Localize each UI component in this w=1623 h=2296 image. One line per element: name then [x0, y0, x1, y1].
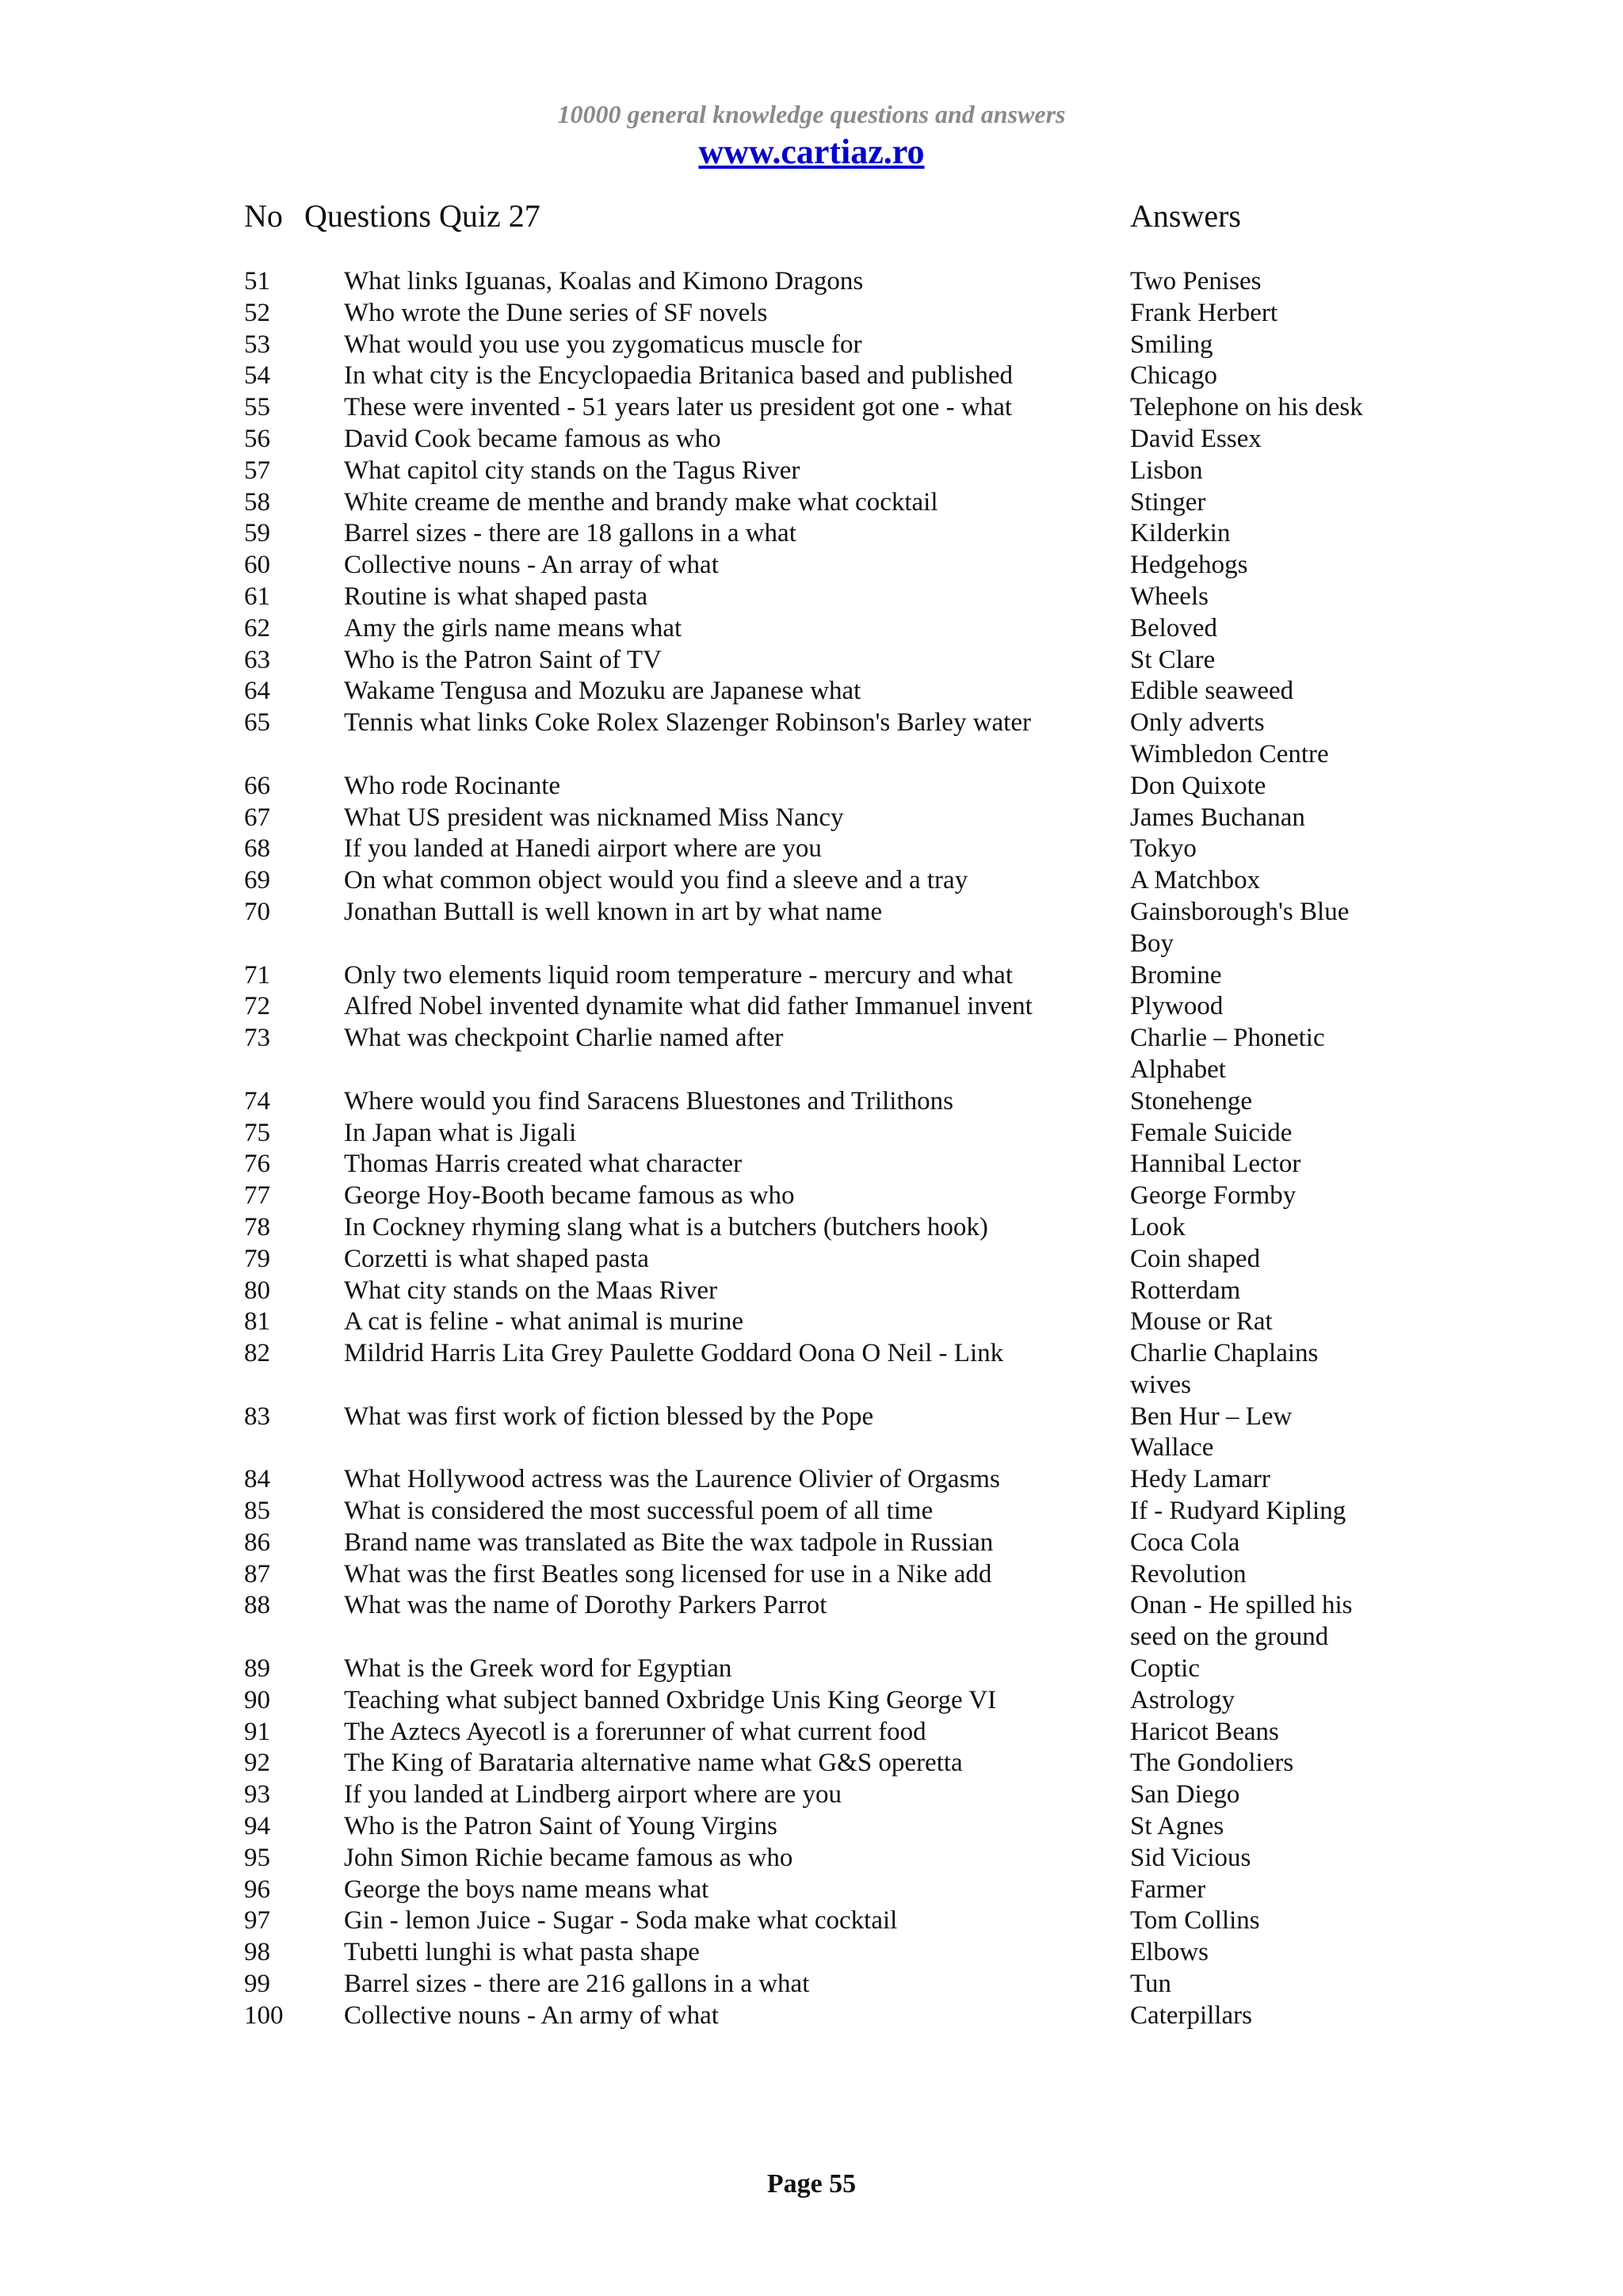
question-number: 83	[244, 1402, 270, 1431]
answer-line: Don Quixote	[1130, 771, 1266, 800]
column-header-answers: Answers	[1130, 198, 1241, 234]
answer-text	[1130, 550, 1392, 582]
answer-line: Look	[1130, 1212, 1186, 1241]
answer-text	[1130, 1149, 1392, 1180]
table-row	[0, 1212, 1623, 1244]
question-number: 91	[244, 1717, 270, 1746]
answer-text	[1130, 1527, 1392, 1559]
answer-text	[1130, 1717, 1392, 1749]
question-text: David Cook became famous as who	[344, 424, 721, 453]
answer-line: David Essex	[1130, 424, 1262, 453]
table-row	[0, 1527, 1623, 1559]
question-text: In Japan what is Jigali	[344, 1118, 577, 1147]
answer-line: Tun	[1130, 1970, 1171, 1999]
question-text: Only two elements liquid room temperature - mercury and what	[344, 960, 1013, 990]
question-number: 87	[244, 1559, 270, 1589]
question-text: Alfred Nobel invented dynamite what did father Immanuel invent	[344, 992, 1033, 1021]
question-number: 99	[244, 1970, 270, 1999]
question-text: Routine is what shaped pasta	[344, 582, 648, 611]
table-row	[0, 991, 1623, 1023]
question-text: What was first work of fiction blessed by the Pope	[344, 1402, 874, 1431]
answer-text	[1130, 518, 1392, 550]
table-row	[0, 1779, 1623, 1811]
question-text: Who is the Patron Saint of Young Virgins	[344, 1812, 777, 1841]
table-row	[0, 1118, 1623, 1150]
question-number: 64	[244, 677, 270, 706]
answer-text	[1130, 1306, 1392, 1338]
question-number: 74	[244, 1086, 270, 1116]
answer-line: Female Suicide	[1130, 1118, 1293, 1147]
quiz-table	[0, 266, 1623, 2032]
question-number: 94	[244, 1812, 270, 1841]
question-number: 84	[244, 1465, 270, 1494]
answer-line: Hedgehogs	[1130, 551, 1248, 580]
table-row	[0, 1590, 1623, 1653]
answer-text	[1130, 771, 1392, 803]
question-text: What Hollywood actress was the Laurence Olivier of Orgasms	[344, 1465, 1000, 1494]
answer-line: Wimbledon Centre	[1130, 739, 1329, 769]
answer-text	[1130, 1496, 1392, 1527]
table-row	[0, 1086, 1623, 1118]
question-text: Who wrote the Dune series of SF novels	[344, 298, 768, 327]
table-row	[0, 645, 1623, 677]
table-row	[0, 1496, 1623, 1527]
question-number: 68	[244, 834, 270, 864]
table-row	[0, 1843, 1623, 1875]
question-text: The King of Barataria alternative name what G&S operetta	[344, 1749, 963, 1778]
answer-line: Coca Cola	[1130, 1527, 1240, 1557]
answer-text	[1130, 1590, 1392, 1653]
question-text: Mildrid Harris Lita Grey Paulette Goddard Oona O Neil - Link	[344, 1339, 1004, 1368]
answer-text	[1130, 266, 1392, 298]
answer-text	[1130, 1653, 1392, 1685]
answer-text	[1130, 1748, 1392, 1779]
question-text: What is considered the most successful poem of all time	[344, 1497, 934, 1526]
table-row	[0, 1306, 1623, 1338]
header-website-link[interactable]: www.cartiaz.ro	[698, 132, 925, 171]
table-row	[0, 487, 1623, 519]
answer-line: Chicago	[1130, 361, 1217, 391]
answer-text	[1130, 1875, 1392, 1906]
page-number: Page 55	[766, 2169, 857, 2199]
question-number: 80	[244, 1276, 270, 1305]
answer-line: Tom Collins	[1130, 1906, 1260, 1936]
answer-text	[1130, 2000, 1392, 2032]
table-row	[0, 1338, 1623, 1402]
question-text: Barrel sizes - there are 18 gallons in a what	[344, 519, 796, 548]
question-number: 92	[244, 1749, 270, 1778]
table-row	[0, 1276, 1623, 1307]
question-number: 55	[244, 393, 270, 422]
answer-text	[1130, 1464, 1392, 1496]
question-text: What would you use you zygomaticus muscle for	[344, 330, 862, 359]
question-number: 60	[244, 551, 270, 580]
table-row	[0, 707, 1623, 771]
answer-text	[1130, 1969, 1392, 2000]
question-text: What capitol city stands on the Tagus River	[344, 456, 800, 485]
answer-text	[1130, 897, 1392, 960]
answer-line: Telephone on his desk	[1130, 393, 1363, 422]
answer-line: Stonehenge	[1130, 1086, 1252, 1116]
question-text: What is the Greek word for Egyptian	[344, 1654, 732, 1684]
question-text: Collective nouns - An array of what	[344, 551, 719, 580]
answer-text	[1130, 991, 1392, 1023]
question-number: 93	[244, 1780, 270, 1810]
table-row	[0, 897, 1623, 960]
question-number: 82	[244, 1339, 270, 1368]
question-text: Where would you find Saracens Bluestones and Trilithons	[344, 1086, 953, 1116]
answer-line: St Agnes	[1130, 1812, 1224, 1841]
answer-line: wives	[1130, 1370, 1191, 1399]
answer-text	[1130, 1779, 1392, 1811]
answer-text	[1130, 1338, 1392, 1402]
question-text: Teaching what subject banned Oxbridge Unis King George VI	[344, 1685, 997, 1714]
question-number: 57	[244, 456, 270, 485]
table-row	[0, 865, 1623, 897]
answer-line: San Diego	[1130, 1780, 1240, 1810]
question-number: 70	[244, 897, 270, 926]
answer-text	[1130, 1276, 1392, 1307]
table-row	[0, 1905, 1623, 1937]
question-text: Who rode Rocinante	[344, 771, 561, 800]
table-row	[0, 771, 1623, 803]
question-number: 51	[244, 267, 270, 296]
answer-text	[1130, 803, 1392, 834]
table-row	[0, 833, 1623, 865]
answer-line: Hedy Lamarr	[1130, 1465, 1270, 1494]
question-number: 63	[244, 645, 270, 674]
answer-text	[1130, 1685, 1392, 1717]
answer-line: Stinger	[1130, 487, 1206, 517]
question-number: 73	[244, 1024, 270, 1053]
table-row	[0, 1149, 1623, 1180]
answer-text	[1130, 298, 1392, 330]
answer-line: Gainsborough's Blue	[1130, 897, 1350, 926]
answer-text	[1130, 360, 1392, 392]
table-row	[0, 1748, 1623, 1779]
answer-text	[1130, 1212, 1392, 1244]
answer-line: Elbows	[1130, 1938, 1209, 1967]
table-row	[0, 360, 1623, 392]
question-text: Amy the girls name means what	[344, 613, 682, 643]
table-row	[0, 676, 1623, 707]
table-row	[0, 1023, 1623, 1086]
answer-line: If - Rudyard Kipling	[1130, 1497, 1346, 1526]
answer-text	[1130, 1402, 1392, 1465]
answer-text	[1130, 1086, 1392, 1118]
question-number: 86	[244, 1527, 270, 1557]
column-header-questions: Questions Quiz 27	[304, 198, 540, 234]
answer-text	[1130, 960, 1392, 992]
answer-line: Alphabet	[1130, 1055, 1226, 1084]
question-text: A cat is feline - what animal is murine	[344, 1307, 744, 1337]
question-number: 62	[244, 613, 270, 643]
table-row	[0, 330, 1623, 361]
question-text: Tennis what links Coke Rolex Slazenger Robinson's Barley water	[344, 708, 1031, 738]
table-row	[0, 298, 1623, 330]
answer-text	[1130, 330, 1392, 361]
answer-text	[1130, 424, 1392, 456]
table-row	[0, 803, 1623, 834]
question-number: 98	[244, 1938, 270, 1967]
question-text: White creame de menthe and brandy make what cocktail	[344, 487, 938, 517]
table-row	[0, 1685, 1623, 1717]
table-row	[0, 582, 1623, 613]
question-text: Thomas Harris created what character	[344, 1150, 743, 1179]
table-row	[0, 1811, 1623, 1843]
table-row	[0, 1937, 1623, 1969]
table-row	[0, 266, 1623, 298]
answer-line: Edible seaweed	[1130, 677, 1294, 706]
question-text: What city stands on the Maas River	[344, 1276, 718, 1305]
question-number: 88	[244, 1591, 270, 1620]
answer-text	[1130, 1118, 1392, 1150]
question-number: 56	[244, 424, 270, 453]
question-text: Jonathan Buttall is well known in art by what name	[344, 897, 883, 926]
answer-text	[1130, 1023, 1392, 1086]
question-text: Brand name was translated as Bite the wax tadpole in Russian	[344, 1527, 994, 1557]
question-text: These were invented - 51 years later us president got one - what	[344, 393, 1013, 422]
answer-line: Onan - He spilled his	[1130, 1591, 1353, 1620]
question-text: George the boys name means what	[344, 1875, 709, 1904]
answer-line: Boy	[1130, 929, 1174, 958]
question-text: If you landed at Lindberg airport where are you	[344, 1780, 842, 1810]
answer-line: Wallace	[1130, 1433, 1214, 1463]
question-number: 100	[244, 2000, 284, 2030]
answer-line: Rotterdam	[1130, 1276, 1241, 1305]
question-number: 89	[244, 1654, 270, 1684]
answer-line: Only adverts	[1130, 708, 1265, 738]
answer-line: Astrology	[1130, 1685, 1235, 1714]
question-number: 59	[244, 519, 270, 548]
answer-line: St Clare	[1130, 645, 1216, 674]
answer-text	[1130, 456, 1392, 487]
answer-line: James Buchanan	[1130, 803, 1305, 832]
answer-line: Ben Hur – Lew	[1130, 1402, 1293, 1431]
question-text: George Hoy-Booth became famous as who	[344, 1181, 795, 1211]
answer-line: Wheels	[1130, 582, 1209, 611]
question-text: Wakame Tengusa and Mozuku are Japanese what	[344, 677, 861, 706]
answer-text	[1130, 1180, 1392, 1212]
answer-text	[1130, 645, 1392, 677]
question-text: Tubetti lunghi is what pasta shape	[344, 1938, 700, 1967]
question-number: 77	[244, 1181, 270, 1211]
question-number: 90	[244, 1685, 270, 1714]
answer-text	[1130, 392, 1392, 424]
question-number: 85	[244, 1497, 270, 1526]
answer-line: A Matchbox	[1130, 866, 1261, 895]
question-text: John Simon Richie became famous as who	[344, 1843, 793, 1872]
answer-line: Mouse or Rat	[1130, 1307, 1273, 1337]
answer-text	[1130, 1559, 1392, 1591]
question-text: What was the first Beatles song licensed for use in a Nike add	[344, 1559, 992, 1589]
table-row	[0, 1464, 1623, 1496]
question-number: 76	[244, 1150, 270, 1179]
question-text: What was the name of Dorothy Parkers Parrot	[344, 1591, 827, 1620]
answer-text	[1130, 676, 1392, 707]
table-row	[0, 613, 1623, 645]
question-text: Who is the Patron Saint of TV	[344, 645, 662, 674]
answer-text	[1130, 1937, 1392, 1969]
answer-line: Coin shaped	[1130, 1244, 1261, 1273]
answer-line: Charlie – Phonetic	[1130, 1024, 1325, 1053]
question-number: 53	[244, 330, 270, 359]
table-row	[0, 550, 1623, 582]
question-number: 79	[244, 1244, 270, 1273]
question-number: 65	[244, 708, 270, 738]
answer-text	[1130, 1905, 1392, 1937]
question-text: On what common object would you find a sleeve and a tray	[344, 866, 968, 895]
question-text: In what city is the Encyclopaedia Britanica based and published	[344, 361, 1013, 391]
answer-line: Caterpillars	[1130, 2000, 1252, 2030]
answer-line: Charlie Chaplains	[1130, 1339, 1319, 1368]
question-number: 72	[244, 992, 270, 1021]
answer-line: Frank Herbert	[1130, 298, 1278, 327]
question-text: In Cockney rhyming slang what is a butchers (butchers hook)	[344, 1212, 988, 1241]
question-text: Gin - lemon Juice - Sugar - Soda make what cocktail	[344, 1906, 898, 1936]
question-number: 69	[244, 866, 270, 895]
answer-line: Beloved	[1130, 613, 1217, 643]
question-number: 78	[244, 1212, 270, 1241]
answer-line: Coptic	[1130, 1654, 1200, 1684]
question-number: 54	[244, 361, 270, 391]
answer-line: George Formby	[1130, 1181, 1296, 1211]
table-row	[0, 1653, 1623, 1685]
question-number: 52	[244, 298, 270, 327]
answer-text	[1130, 865, 1392, 897]
answer-line: Lisbon	[1130, 456, 1203, 485]
question-number: 96	[244, 1875, 270, 1904]
question-number: 75	[244, 1118, 270, 1147]
answer-text	[1130, 833, 1392, 865]
answer-text	[1130, 1843, 1392, 1875]
question-number: 66	[244, 771, 270, 800]
question-number: 61	[244, 582, 270, 611]
answer-text	[1130, 1811, 1392, 1843]
answer-line: Revolution	[1130, 1559, 1247, 1589]
question-number: 58	[244, 487, 270, 517]
question-number: 67	[244, 803, 270, 832]
answer-text	[1130, 1244, 1392, 1276]
answer-text	[1130, 707, 1392, 771]
answer-line: Plywood	[1130, 992, 1224, 1021]
question-text: If you landed at Hanedi airport where are you	[344, 834, 822, 864]
answer-line: Sid Vicious	[1130, 1843, 1251, 1872]
question-number: 71	[244, 960, 270, 990]
question-text: What was checkpoint Charlie named after	[344, 1024, 784, 1053]
answer-text	[1130, 487, 1392, 519]
answer-text	[1130, 582, 1392, 613]
table-row	[0, 456, 1623, 487]
table-row	[0, 424, 1623, 456]
table-row	[0, 960, 1623, 992]
answer-line: Bromine	[1130, 960, 1222, 990]
question-text: What links Iguanas, Koalas and Kimono Dragons	[344, 267, 864, 296]
table-row	[0, 1402, 1623, 1465]
table-row	[0, 392, 1623, 424]
header-subtitle: 10000 general knowledge questions and answers	[557, 100, 1066, 128]
question-number: 81	[244, 1307, 270, 1337]
answer-line: Farmer	[1130, 1875, 1206, 1904]
table-row	[0, 1969, 1623, 2000]
question-number: 95	[244, 1843, 270, 1872]
table-row	[0, 2000, 1623, 2032]
table-row	[0, 1559, 1623, 1591]
question-text: Collective nouns - An army of what	[344, 2000, 719, 2030]
answer-line: Kilderkin	[1130, 519, 1231, 548]
answer-line: Tokyo	[1130, 834, 1197, 864]
column-header-no: No	[244, 198, 283, 234]
answer-line: Haricot Beans	[1130, 1717, 1279, 1746]
answer-line: Smiling	[1130, 330, 1213, 359]
question-text: Corzetti is what shaped pasta	[344, 1244, 649, 1273]
answer-line: The Gondoliers	[1130, 1749, 1294, 1778]
table-row	[0, 1717, 1623, 1749]
answer-line: Hannibal Lector	[1130, 1150, 1301, 1179]
question-text: What US president was nicknamed Miss Nancy	[344, 803, 844, 832]
question-text: Barrel sizes - there are 216 gallons in a what	[344, 1970, 810, 1999]
question-number: 97	[244, 1906, 270, 1936]
table-row	[0, 1244, 1623, 1276]
answer-line: seed on the ground	[1130, 1623, 1329, 1652]
question-text: The Aztecs Ayecotl is a forerunner of what current food	[344, 1717, 926, 1746]
table-row	[0, 518, 1623, 550]
table-row	[0, 1875, 1623, 1906]
answer-line: Two Penises	[1130, 267, 1262, 296]
table-row	[0, 1180, 1623, 1212]
answer-text	[1130, 613, 1392, 645]
